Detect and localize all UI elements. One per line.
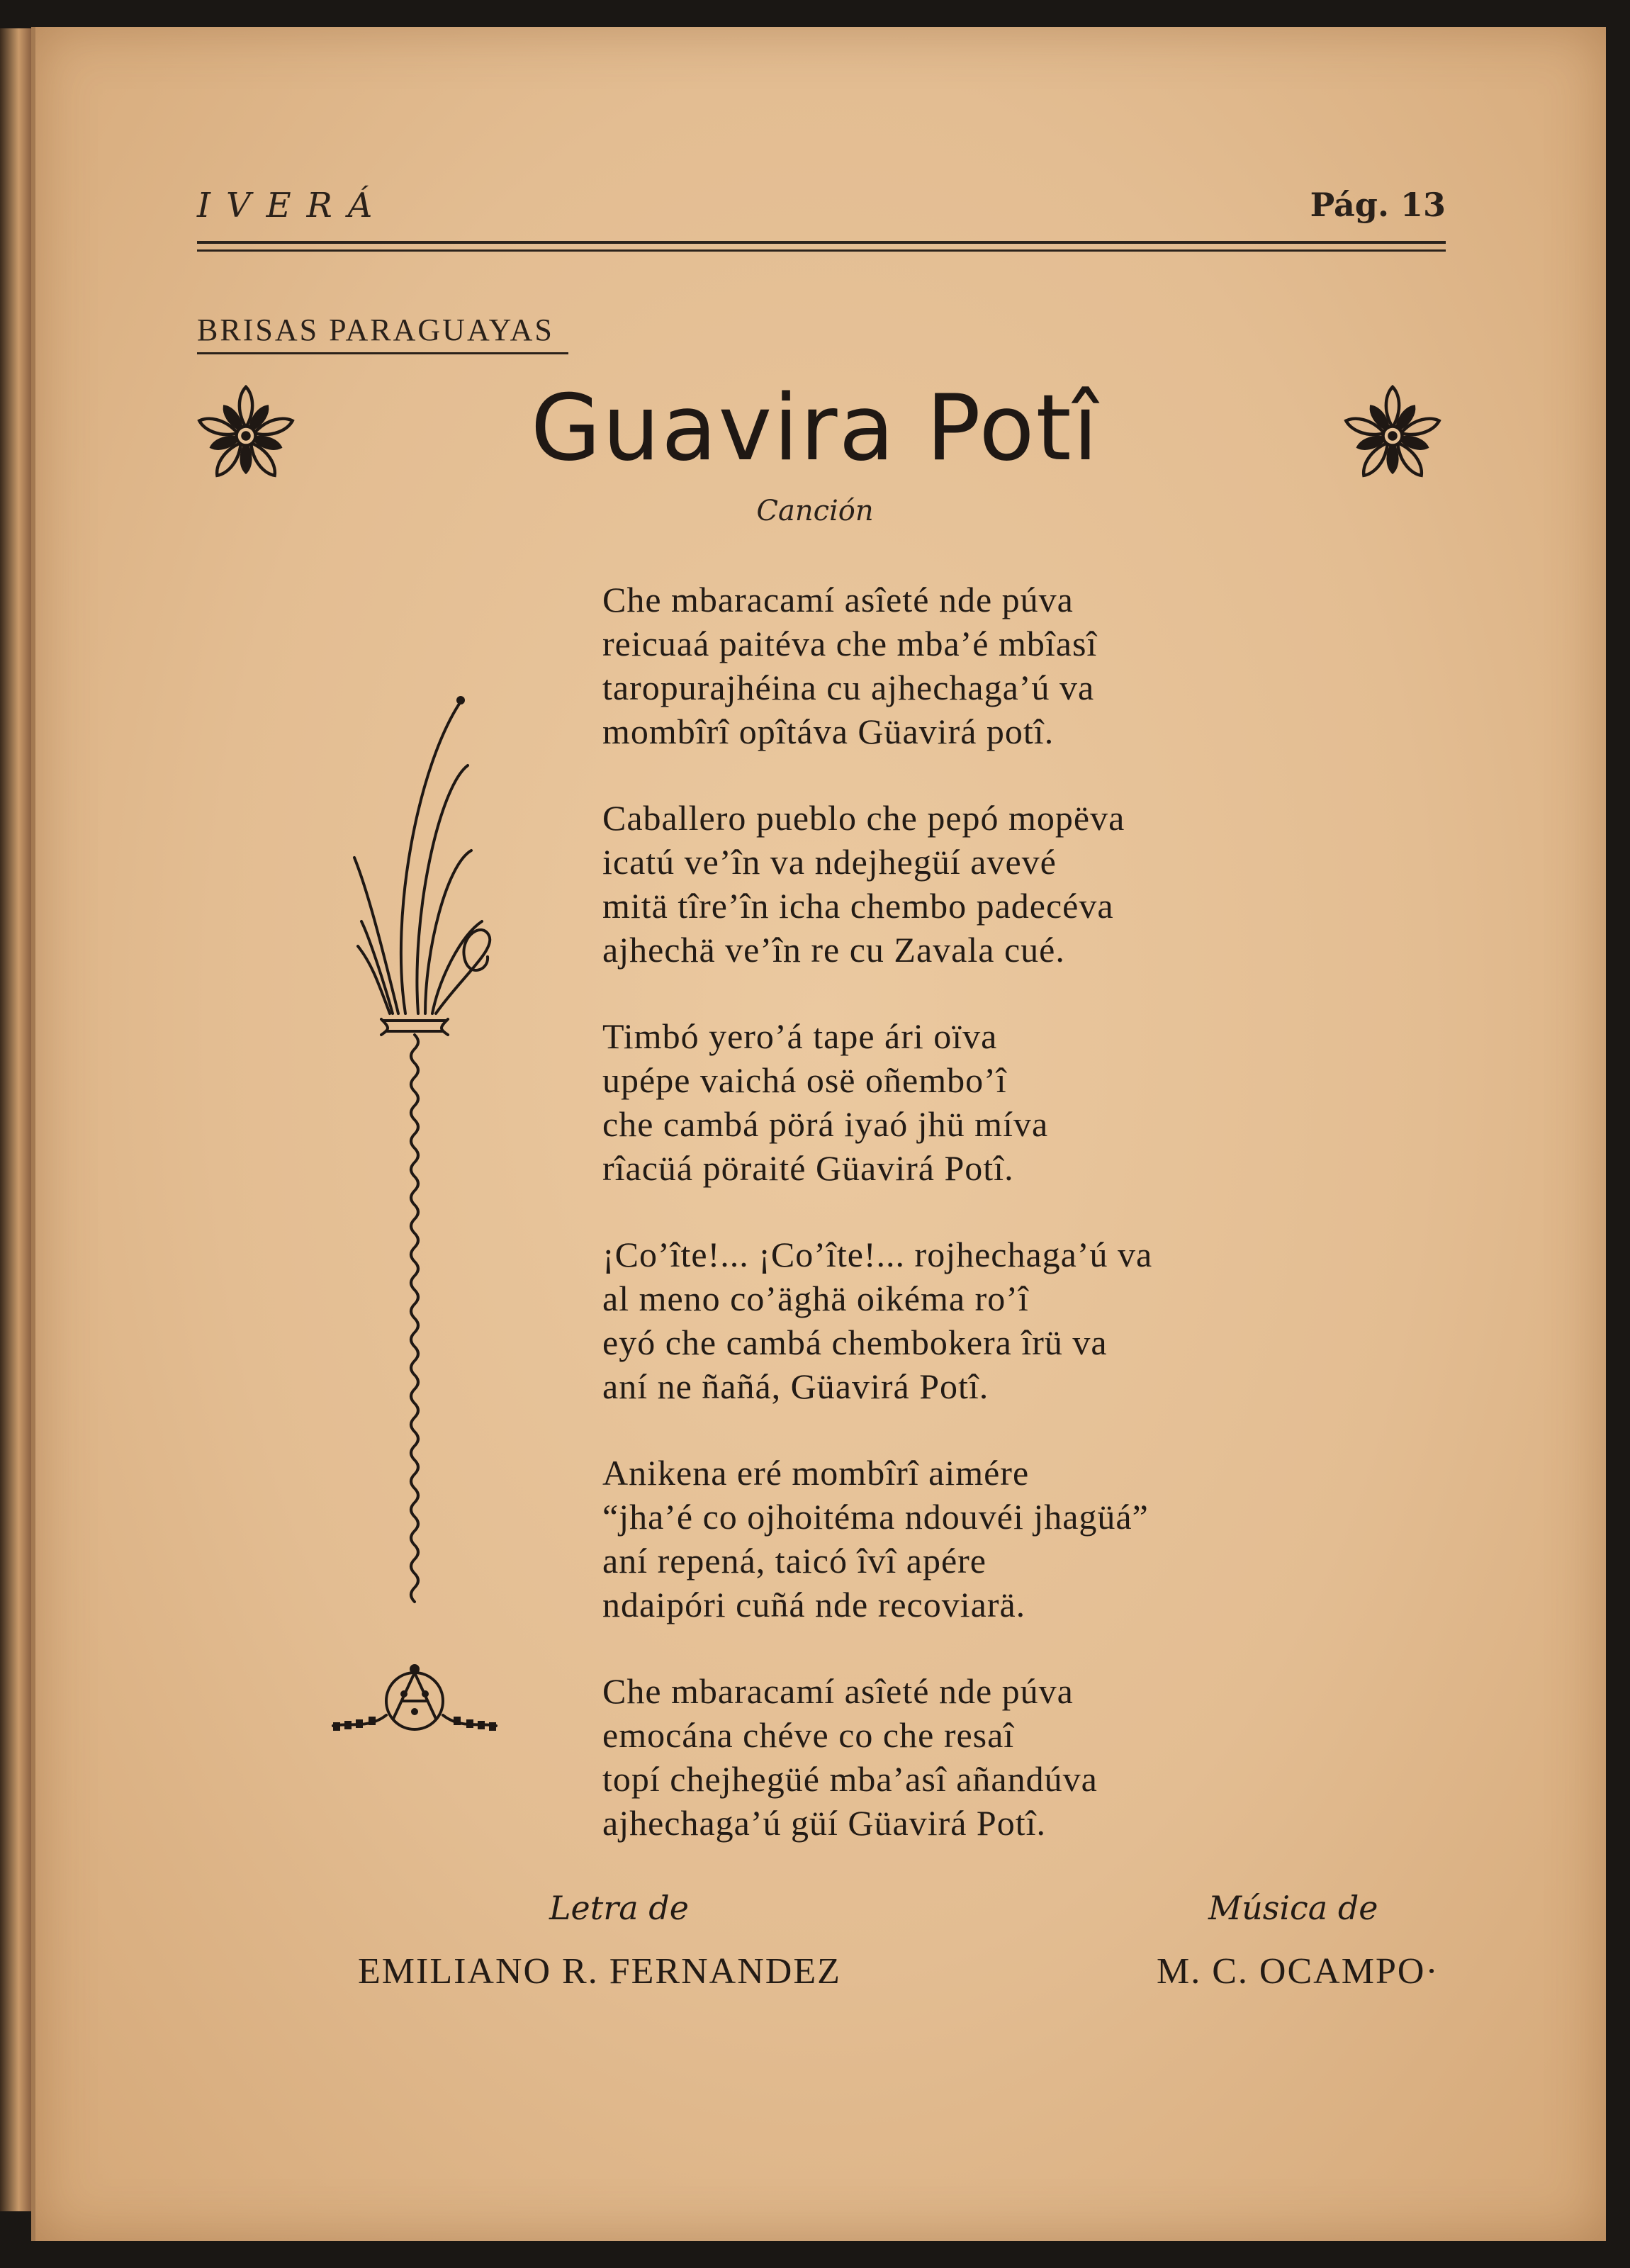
lyric-line: “jha’é co ojhoitéma ndouvéi jhagüá” (602, 1497, 1149, 1537)
lyric-line: Che mbaracamí asîeté nde púva (602, 580, 1074, 619)
song-subtitle: Canción (756, 495, 874, 527)
lyrics-author: EMILIANO R. FERNANDEZ (358, 1951, 841, 1992)
song-title: Guavira Potî (530, 376, 1100, 481)
lyric-line: che cambá pörá iyaó jhü míva (602, 1104, 1049, 1144)
header-rule (197, 249, 1446, 252)
lyric-line: Caballero pueblo che pepó mopëva (602, 798, 1125, 838)
magazine-title: IVERÁ (197, 186, 388, 225)
lyric-line: ajhechaga’ú güí Güavirá Potî. (602, 1803, 1047, 1843)
plant-ornament-icon (319, 680, 532, 1772)
lyrics-credit-label: Letra de (549, 1889, 689, 1927)
lyric-line: al meno co’äghä oikéma ro’î (602, 1279, 1029, 1318)
lyric-line: emocána chéve co che resaî (602, 1715, 1015, 1755)
stanza (602, 1014, 1396, 1190)
lyric-line: mombîrî opîtáva Güavirá potî. (602, 712, 1055, 751)
lyric-line: Timbó yero’á tape ári oïva (602, 1016, 998, 1056)
stanza (602, 796, 1396, 972)
header-rule (197, 241, 1446, 244)
lyric-line: topí chejhegüé mba’asî añandúva (602, 1759, 1098, 1799)
page-header (197, 186, 1446, 228)
lyric-line: ndaipóri cuñá nde recoviarä. (602, 1585, 1026, 1624)
lyric-line: icatú ve’în va ndejhegüí avevé (602, 842, 1057, 882)
lyric-line: ¡Co’îte!... ¡Co’îte!... rojhechaga’ú va (602, 1235, 1153, 1274)
book-spine-edge (0, 28, 31, 2211)
section-label: BRISAS PARAGUAYAS (197, 312, 568, 354)
stanza (602, 1451, 1396, 1627)
stanza (602, 1669, 1396, 1845)
lyric-line: mitä tîre’în icha chembo padecéva (602, 886, 1114, 926)
page-number: Pág. 13 (1310, 186, 1446, 224)
lyrics (602, 578, 1396, 1887)
stanza (602, 1233, 1396, 1408)
lyric-line: ajhechä ve’în re cu Zavala cué. (602, 930, 1065, 970)
lyric-line: rîacüá pöraité Güavirá Potî. (602, 1148, 1014, 1188)
lyric-line: aní ne ñañá, Güavirá Potî. (602, 1366, 989, 1406)
lyric-line: upépe vaichá osë oñembo’î (602, 1060, 1007, 1100)
lyric-line: eyó che cambá chembokera îrü va (602, 1323, 1108, 1362)
music-credit-label: Música de (1208, 1889, 1378, 1927)
lyric-line: reicuaá paitéva che mba’é mbîasî (602, 624, 1098, 663)
stanza (602, 578, 1396, 753)
lyric-line: Anikena eré mombîrî aimére (602, 1453, 1030, 1493)
music-author: M. C. OCAMPO· (1157, 1951, 1439, 1992)
lyric-line: aní repená, taicó îvî apére (602, 1541, 987, 1581)
lyric-line: taropurajhéina cu ajhechaga’ú va (602, 668, 1095, 707)
lyric-line: Che mbaracamí asîeté nde púva (602, 1671, 1074, 1711)
